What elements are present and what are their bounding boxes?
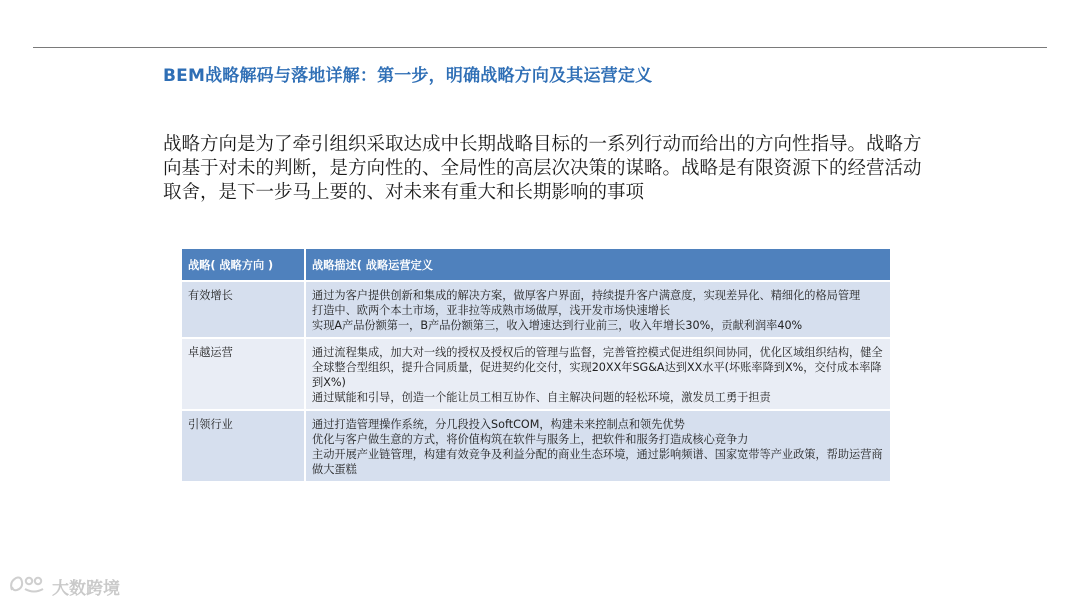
header-description: 战略描述( 战略运营定义 [306,249,890,282]
description-line: 主动开展产业链管理，构建有效竞争及利益分配的商业生态环境，通过影响频谱、国家宽带等产业政策，帮助运营商做大蛋糕 [312,448,883,476]
table-row [182,411,890,483]
description-line: 通过流程集成，加大对一线的授权及授权后的管理与监督，完善管控模式促进组织间协同，优化区域组织结构，健全全球整合型组织，提升合同质量，促进契约化交付，实现20XX年SG&A达到XX水平(坏账率降到X%，交付成本率降到X%) [312,346,883,389]
strategy-name: 引领行业 [182,411,306,483]
header-strategy: 战略( 战略方向 ) [182,249,306,282]
description-line: 实现A产品份额第一，B产品份额第三，收入增速达到行业前三，收入年增长30%，贡献利润率40% [312,319,803,332]
strategy-name: 卓越运营 [182,339,306,411]
strategy-description [306,339,890,411]
description-line: 优化与客户做生意的方式，将价值构筑在软件与服务上，把软件和服务打造成核心竞争力 [312,433,749,446]
watermark [8,573,120,600]
table-header-row [182,249,890,282]
watermark-text: 大数跨境 [52,579,120,599]
slide-title: BEM战略解码与落地详解：第一步，明确战略方向及其运营定义 [163,66,653,86]
description-line: 打造中、欧两个本土市场，亚非拉等成熟市场做厚，浅开发市场快速增长 [312,304,671,317]
strategy-table [182,249,890,483]
table-row [182,339,890,411]
description-line: 通过打造管理操作系统，分几段投入SoftCOM，构建未来控制点和领先优势 [312,418,685,431]
strategy-description [306,282,890,339]
description-line: 通过为客户提供创新和集成的解决方案，做厚客户界面，持续提升客户满意度，实现差异化、精细化的格局管理 [312,289,861,302]
strategy-description [306,411,890,483]
table-row [182,282,890,339]
watermark-logo-icon [8,573,48,600]
top-divider-line [33,47,1047,48]
description-line: 通过赋能和引导，创造一个能让员工相互协作、自主解决问题的轻松环境，激发员工勇于担责 [312,391,771,404]
intro-paragraph: 战略方向是为了牵引组织采取达成中长期战略目标的一系列行动而给出的方向性指导。战略方向基于对未的判断，是方向性的、全局性的高层次决策的谋略。战略是有限资源下的经营活动取舍，是下一步马上要的、对未来有重大和长期影响的事项 [163,134,922,203]
strategy-name: 有效增长 [182,282,306,339]
